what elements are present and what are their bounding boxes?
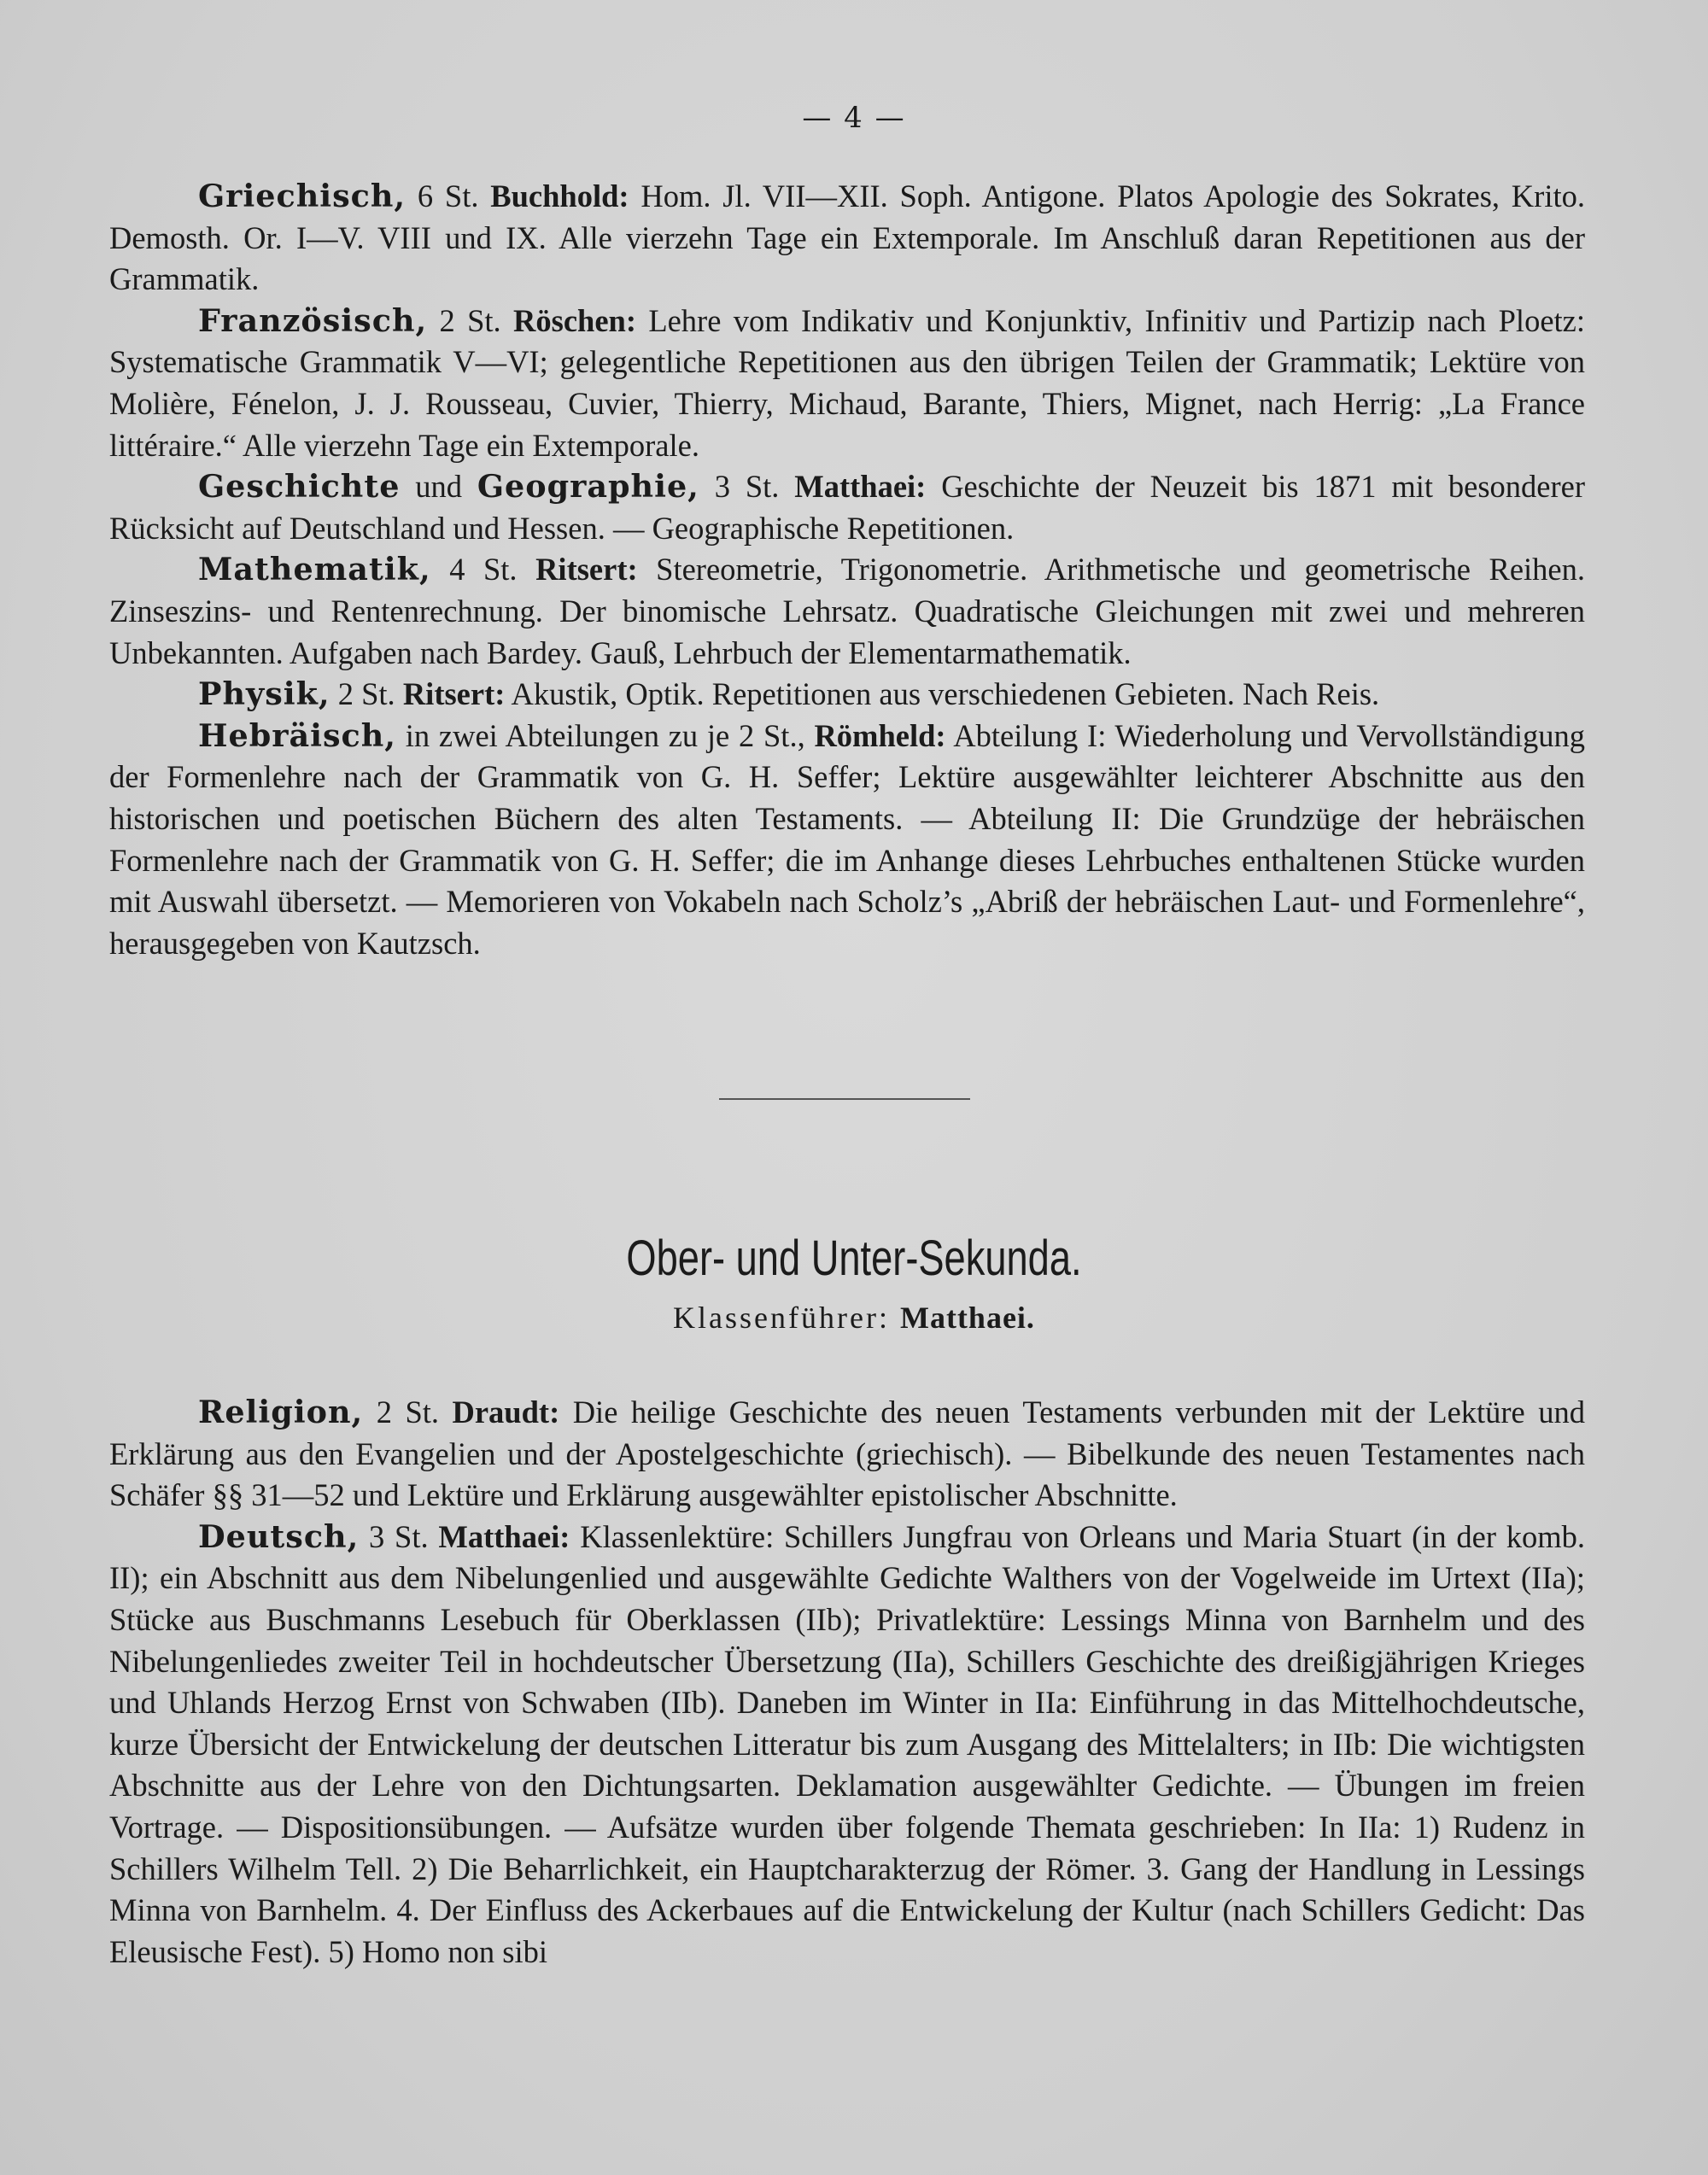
subject-name: Griechisch, — [198, 178, 407, 214]
top-section — [109, 176, 1585, 964]
subject-name: Physik, — [198, 675, 330, 713]
hours: 3 St. — [359, 1518, 439, 1554]
paragraph-geschichte — [109, 466, 1585, 549]
section-title: Ober- und Unter-Sekunda. — [626, 1231, 1082, 1286]
paragraph-text: Akustik, Optik. Repetitionen aus verschiedenen Gebieten. Nach Reis. — [505, 676, 1380, 712]
paragraph-griechisch — [109, 176, 1585, 301]
section-divider — [719, 1098, 970, 1100]
teacher-name: Röschen: — [513, 302, 636, 338]
teacher-name: Matthaei: — [794, 469, 927, 505]
hours: 6 St. — [406, 178, 491, 213]
subject-name: Französisch, — [198, 301, 428, 339]
teacher-name: Römheld: — [814, 717, 946, 753]
teacher-name: Ritsert: — [535, 552, 638, 588]
hours: 2 St. — [330, 676, 403, 712]
hours: 4 St. — [430, 552, 536, 588]
subject-name: Hebräisch, — [198, 716, 396, 754]
paragraph-text: Abteilung I: Wiederholung und Vervollständigung der Formenlehre nach der Grammatik von G. H. Seffer; Lektüre ausgewählter leichterer Abschnitte aus den historischen und poetischen Büchern des alten Testaments. — Abteilung II: Die Grundzüge der hebräischen Formenlehre nach der Grammatik von G. H. Seffer; die im Anhange dieses Lehrbuches enthaltenen Stücke wurden mit Auswahl übersetzt. — Memorieren von Vokabeln nach Scholz’s „Abriß der hebräischen Laut- und Formenlehre“, herausgegeben von Kautzsch. — [109, 717, 1585, 961]
paragraph-deutsch — [109, 1517, 1585, 1973]
paragraph-text: Stereometrie, Trigonometrie. Arithmetische und geometrische Reihen. Zinseszins- und Rentenrechnung. Der binomische Lehrsatz. Quadratische Gleichungen mit zwei und mehreren Unbekannten. Aufgaben nach Bardey. Gauß, Lehrbuch der Elementarmathematik. — [109, 552, 1585, 670]
class-leader-label: Klassenführer: — [673, 1301, 900, 1335]
subject-connector: und — [400, 469, 477, 505]
paragraph-text: Hom. Jl. VII—XII. Soph. Antigone. Platos Apologie des Sokrates, Krito. Demosth. Or. I—V. VIII und IX. Alle vierzehn Tage ein Extemporale. Im Anschluß daran Repetitionen aus der Grammatik. — [109, 178, 1585, 297]
hours: 2 St. — [427, 302, 514, 338]
teacher-name: Draudt: — [452, 1394, 560, 1430]
subject-name: Deutsch, — [198, 1517, 360, 1555]
paragraph-religion — [109, 1392, 1585, 1517]
paragraph-franzoesisch — [109, 301, 1585, 466]
class-leader-line — [0, 1300, 1708, 1336]
paragraph-mathematik — [109, 549, 1585, 674]
paragraph-text: Die heilige Geschichte des neuen Testaments verbunden mit der Lektüre und Erklärung aus den Evangelien und der Apostelgeschichte (griechisch). — Bibelkunde des neuen Testamentes nach Schäfer §§ 31—52 und Lektüre und Erklärung ausgewählter epistolischer Abschnitte. — [109, 1394, 1585, 1513]
paragraph-physik — [109, 674, 1585, 716]
page-number: — 4 — — [802, 101, 906, 135]
teacher-name: Buchhold: — [490, 178, 629, 213]
subject-name: Geschichte — [198, 468, 401, 506]
subject-name-2: Geographie, — [477, 468, 699, 506]
hours: 3 St. — [699, 469, 795, 505]
teacher-name: Ritsert: — [402, 676, 506, 712]
paragraph-text: Klassenlektüre: Schillers Jungfrau von Orleans und Maria Stuart (in der komb. II); ein Abschnitt aus dem Nibelungenlied und ausgewählte Gedichte Walthers von der Vogelweide im Urtext (IIa); Stücke aus Buschmanns Lesebuch für Oberklassen (IIb); Privatlektüre: Lessings Minna von Barnhelm und des Nibelungenliedes zweiter Teil in hochdeutscher Übersetzung (IIa), Schillers Geschichte des dreißigjährigen Krieges und Uhlands Herzog Ernst von Schwaben (IIb). Daneben im Winter in IIa: Einführung in das Mittelhochdeutsche, kurze Übersicht der Entwickelung der deutschen Litteratur bis zum Ausgang des Mittelalters; in IIb: Die wichtigsten Abschnitte aus der Lehre von den Dichtungsarten. Deklamation ausgewählter Gedichte. — Übungen im freien Vortrage. — Dispositionsübungen. — Aufsätze wurden über folgende Themata geschrieben: In IIa: 1) Rudenz in Schillers Wilhelm Tell. 2) Die Beharrlichkeit, ein Hauptcharakterzug der Römer. 3. Gang der Handlung in Lessings Minna von Barnhelm. 4. Der Einfluss des Ackerbaues auf die Entwickelung der Kultur (nach Schillers Gedicht: Das Eleusische Fest). 5) Homo non sibi — [109, 1518, 1586, 1969]
class-leader-name: Matthaei. — [899, 1301, 1035, 1335]
hours: in zwei Abteilungen zu je 2 St., — [396, 717, 815, 753]
subject-name: Religion, — [198, 1394, 364, 1430]
paragraph-text: Geschichte der Neuzeit bis 1871 mit besonderer Rücksicht auf Deutschland und Hessen. — Geographische Repetitionen. — [109, 469, 1585, 546]
subject-name: Mathematik, — [198, 551, 431, 588]
paragraph-hebraeisch — [109, 716, 1585, 965]
teacher-name: Matthaei: — [438, 1518, 570, 1554]
paragraph-text: Lehre vom Indikativ und Konjunktiv, Infinitiv und Partizip nach Ploetz: Systematische Grammatik V—VI; gelegentliche Repetitionen aus den übrigen Teilen der Grammatik; Lektüre von Molière, Fénelon, J. J. Rousseau, Cuvier, Thierry, Michaud, Barante, Thiers, Mignet, nach Herrig: „La France littéraire.“ Alle vierzehn Tage ein Extemporale. — [109, 302, 1585, 463]
bottom-section — [109, 1392, 1585, 1973]
hours: 2 St. — [363, 1394, 453, 1430]
